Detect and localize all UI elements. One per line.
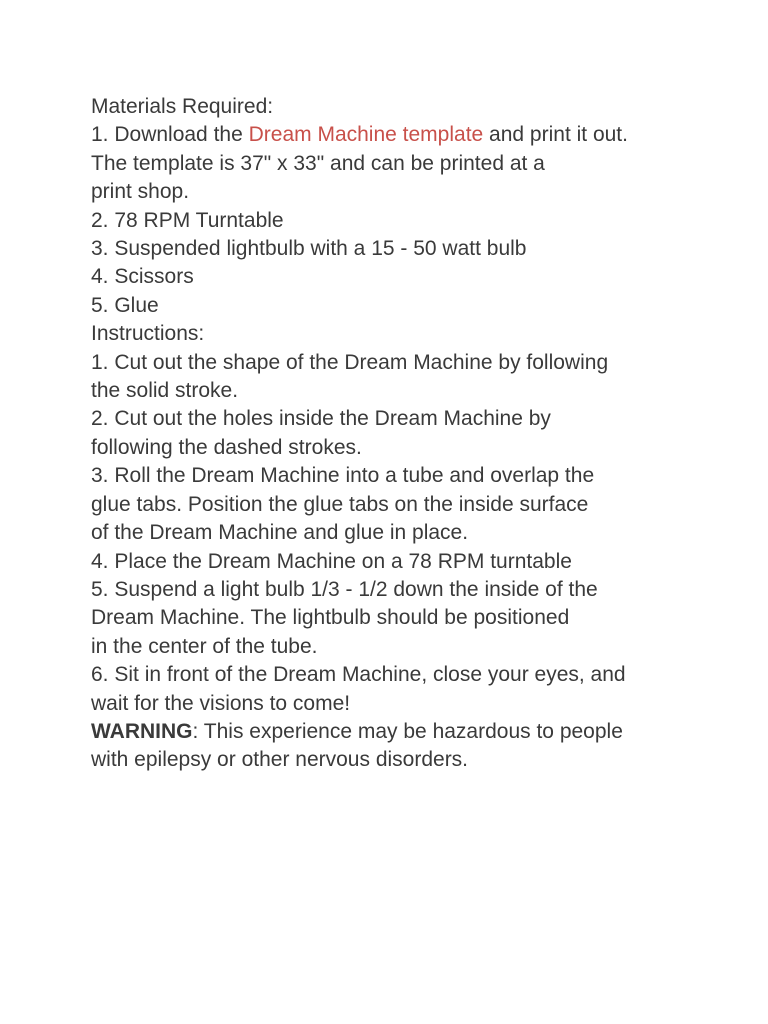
materials-item-4: 4. Scissors <box>91 265 194 289</box>
instruction-line: Dream Machine. The lightbulb should be positioned <box>91 606 570 630</box>
instruction-line: 5. Suspend a light bulb 1/3 - 1/2 down the inside of the <box>91 577 598 601</box>
materials-item-3: 3. Suspended lightbulb with a 15 - 50 watt bulb <box>91 237 527 261</box>
instruction-line: 4. Place the Dream Machine on a 78 RPM turntable <box>91 549 572 573</box>
warning-line-2: with epilepsy or other nervous disorders. <box>91 748 469 772</box>
materials-item-1-line-3: print shop. <box>91 180 190 204</box>
materials-item-1-line-2: The template is 37" x 33" and can be printed at a <box>91 151 545 175</box>
instruction-line: of the Dream Machine and glue in place. <box>91 521 469 545</box>
warning-label: WARNING <box>91 719 193 743</box>
instruction-line: glue tabs. Position the glue tabs on the inside surface <box>91 492 589 516</box>
instruction-line: in the center of the tube. <box>91 634 318 658</box>
dream-machine-template-link[interactable]: Dream Machine template <box>248 123 484 147</box>
instruction-line: 1. Cut out the shape of the Dream Machine by following <box>91 350 609 374</box>
materials-heading: Materials Required: <box>91 95 274 118</box>
warning-line-1 <box>91 718 731 746</box>
instruction-line: 2. Cut out the holes inside the Dream Machine by <box>91 407 551 431</box>
instruction-line: following the dashed strokes. <box>91 435 362 459</box>
instruction-line: 3. Roll the Dream Machine into a tube and overlap the <box>91 464 595 488</box>
warning-text: : This experience may be hazardous to people <box>192 719 623 743</box>
instruction-line: 6. Sit in front of the Dream Machine, close your eyes, and <box>91 663 626 687</box>
instruction-line: the solid stroke. <box>91 379 239 403</box>
materials-item-1 <box>91 121 731 149</box>
document-body <box>91 93 731 775</box>
materials-item-5: 5. Glue <box>91 293 159 317</box>
materials-item-2: 2. 78 RPM Turntable <box>91 208 284 232</box>
instruction-line: wait for the visions to come! <box>91 691 351 715</box>
materials-item-1-prefix: 1. Download the <box>91 123 249 147</box>
materials-item-1-suffix: and print it out. <box>483 123 628 147</box>
instructions-heading: Instructions: <box>91 322 205 346</box>
